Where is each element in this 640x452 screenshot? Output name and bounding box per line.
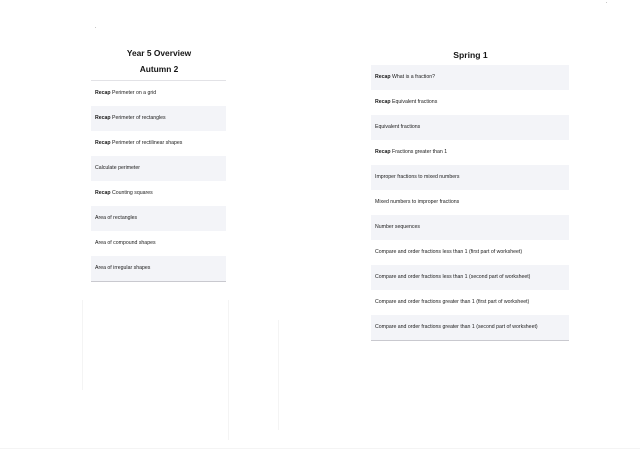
lesson-title: Compare and order fractions less than 1 (first part of worksheet) [375, 249, 523, 255]
lesson-title: Counting squares [110, 190, 153, 196]
lesson-title: Compare and order fractions greater than 1 (first part of worksheet) [375, 299, 530, 305]
lesson-row [91, 256, 226, 281]
recap-label: Recap [375, 149, 391, 155]
lesson-row [371, 140, 569, 165]
lesson-title: Compare and order fractions greater than 1 (second part of worksheet) [375, 324, 538, 330]
recap-label: Recap [375, 99, 391, 105]
list-bottom-rule [371, 340, 569, 341]
autumn-lesson-list [91, 80, 226, 282]
scan-speck [606, 2, 607, 3]
lesson-row [91, 156, 226, 181]
lesson-row [371, 215, 569, 240]
lesson-title: Area of compound shapes [95, 240, 156, 246]
lesson-title: Area of irregular shapes [95, 265, 151, 271]
scan-streak [0, 448, 640, 449]
lesson-row [371, 290, 569, 315]
lesson-row [91, 231, 226, 256]
lesson-title: What is a fraction? [390, 74, 435, 80]
lesson-title: Area of rectangles [95, 215, 138, 221]
lesson-row [371, 65, 569, 90]
lesson-row [371, 265, 569, 290]
term-title-spring: Spring 1 [453, 50, 488, 60]
lesson-title: Calculate perimeter [95, 165, 140, 171]
lesson-title: Equivalent fractions [390, 99, 438, 105]
lesson-row [371, 165, 569, 190]
lesson-title: Perimeter of rectilinear shapes [110, 140, 183, 146]
recap-label: Recap [95, 115, 111, 121]
overview-title: Year 5 Overview [126, 48, 192, 58]
scan-streak [278, 320, 279, 430]
scan-streak [228, 300, 229, 440]
term-title-autumn: Autumn 2 [139, 64, 179, 74]
list-bottom-rule [91, 281, 226, 282]
scan-speck [95, 27, 96, 28]
lesson-row [371, 90, 569, 115]
lesson-row [91, 131, 226, 156]
recap-label: Recap [375, 74, 391, 80]
lesson-title: Perimeter on a grid [110, 90, 157, 96]
lesson-title: Mixed numbers to improper fractions [375, 199, 460, 205]
lesson-row [91, 206, 226, 231]
lesson-row [91, 81, 226, 106]
recap-label: Recap [95, 90, 111, 96]
recap-label: Recap [95, 190, 111, 196]
lesson-row [371, 315, 569, 340]
lesson-row [371, 190, 569, 215]
lesson-row [371, 240, 569, 265]
lesson-title: Number sequences [375, 224, 420, 230]
scan-streak [82, 300, 83, 390]
lesson-row [91, 106, 226, 131]
spring-lesson-list [371, 65, 569, 341]
lesson-title: Equivalent fractions [375, 124, 421, 130]
lesson-title: Perimeter of rectangles [110, 115, 166, 121]
lesson-title: Compare and order fractions less than 1 (second part of worksheet) [375, 274, 531, 280]
recap-label: Recap [95, 140, 111, 146]
lesson-title: Fractions greater than 1 [390, 149, 448, 155]
lesson-row [371, 115, 569, 140]
lesson-title: Improper fractions to mixed numbers [375, 174, 460, 180]
lesson-row [91, 181, 226, 206]
